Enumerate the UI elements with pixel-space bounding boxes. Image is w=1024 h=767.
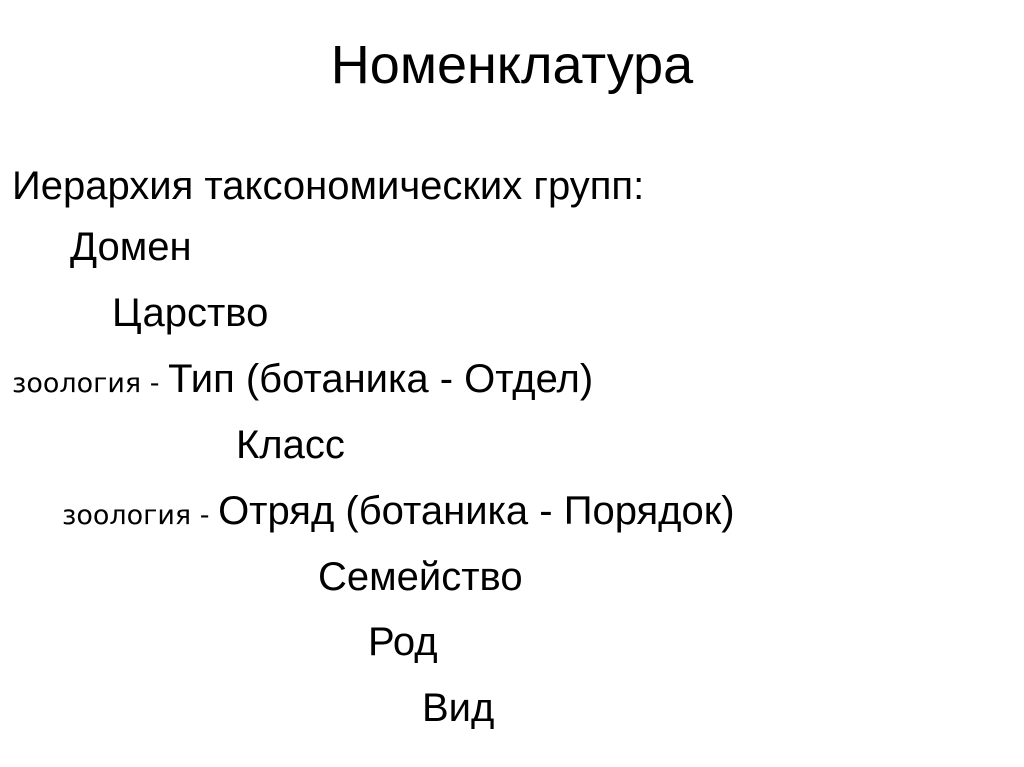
- taxon-order: [62, 485, 735, 542]
- taxon-phylum: [12, 353, 593, 410]
- taxon-class: Класс: [236, 423, 345, 467]
- intro-text: Иерархия таксономических групп:: [12, 164, 645, 208]
- taxon-family: Семейство: [318, 555, 523, 599]
- phylum-prefix: зоология -: [12, 368, 169, 399]
- taxon-genus: Род: [368, 620, 438, 664]
- slide-title: Номенклатура: [330, 35, 694, 95]
- taxon-domain: Домен: [70, 225, 192, 269]
- phylum-text: Тип (ботаника - Отдел): [168, 357, 594, 401]
- taxon-species: Вид: [422, 686, 495, 730]
- taxon-kingdom: Царство: [112, 291, 269, 335]
- order-text: Отряд (ботаника - Порядок): [218, 489, 735, 533]
- order-prefix: зоология -: [62, 500, 219, 531]
